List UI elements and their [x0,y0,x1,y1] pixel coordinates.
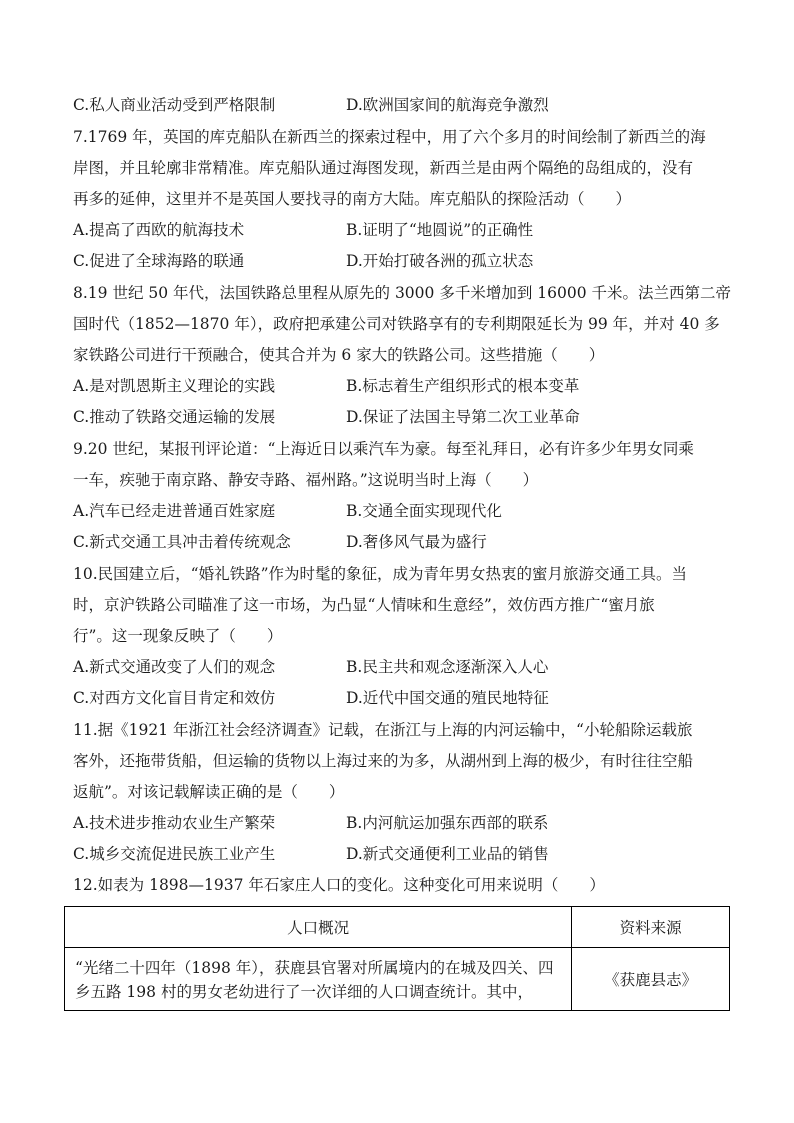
q11-option-b: B.内河航运加强东西部的联系 [346,814,549,832]
q8-stem-line-3: 家铁路公司进行干预融合，使其合并为 6 家大的铁路公司。这些措施（ ） [73,346,605,364]
table-row [65,948,730,1011]
q10-option-a: A.新式交通改变了人们的观念 [73,658,276,676]
q7-stem-line-2: 岸图，并且轮廓非常精准。库克船队通过海图发现，新西兰是由两个隔绝的岛组成的，没有 [73,159,694,177]
table-cell-source: 《获鹿县志》 [572,948,730,1011]
q8-stem-line-2: 国时代（1852—1870 年），政府把承建公司对铁路享有的专利期限延长为 99 年，并对 40 多 [73,315,720,333]
q7-options-cd [73,251,733,271]
q11-option-d: D.新式交通便利工业品的销售 [346,845,549,863]
q9-option-d: D.奢侈风气最为盛行 [346,533,487,551]
q10-stem-line-3: 行”。这一现象反映了（ ） [73,627,283,645]
q11-options-cd [73,844,733,864]
table-header-source: 资料来源 [572,907,730,948]
q8-option-d: D.保证了法国主导第二次工业革命 [346,408,580,426]
q11-stem-line-3: 返航”。对该记载解读正确的是（ ） [73,783,345,801]
q7-stem-line-1: 7.1769 年，英国的库克船队在新西兰的探索过程中，用了六个多月的时间绘制了新西兰的海 [73,128,706,146]
q7-stem-line-3: 再多的延伸，这里并不是英国人要找寻的南方大陆。库克船队的探险活动（ ） [73,190,632,208]
q10-stem-line-2: 时，京沪铁路公司瞄准了这一市场，为凸显“人情味和生意经”，效仿西方推广“蜜月旅 [73,596,655,614]
q10-option-c: C.对西方文化盲目肯定和效仿 [73,689,276,707]
q8-options-cd [73,407,733,427]
q9-option-b: B.交通全面实现现代化 [346,502,502,520]
q8-stem-line-1: 8.19 世纪 50 年代，法国铁路总里程从原先的 3000 多千米增加到 16000 千米。法兰西第二帝 [73,284,731,302]
q11-options-ab [73,813,733,833]
table-header-row [65,907,730,948]
q6-option-c: C.私人商业活动受到严格限制 [73,96,276,114]
q11-option-a: A.技术进步推动农业生产繁荣 [73,814,276,832]
q7-option-b: B.证明了“地圆说”的正确性 [346,221,534,239]
q7-options-ab [73,220,733,240]
q10-option-b: B.民主共和观念逐渐深入人心 [346,658,549,676]
q9-option-c: C.新式交通工具冲击着传统观念 [73,533,291,551]
q12-stem: 12.如表为 1898—1937 年石家庄人口的变化。这种变化可用来说明（ ） [73,876,605,894]
q8-option-b: B.标志着生产组织形式的根本变革 [346,377,580,395]
q9-options-cd [73,532,733,552]
q7-option-c: C.促进了全球海路的联通 [73,252,245,270]
q9-stem-line-1: 9.20 世纪，某报刊评论道：“上海近日以乘汽车为豪。每至礼拜日，必有许多少年男女同乘 [73,440,694,458]
q9-stem-line-2: 一车，疾驰于南京路、静安寺路、福州路。”这说明当时上海（ ） [73,471,539,489]
q10-option-d: D.近代中国交通的殖民地特征 [346,689,549,707]
q11-stem-line-1: 11.据《1921 年浙江社会经济调查》记载，在浙江与上海的内河运输中，“小轮船除运载旅 [73,721,693,739]
q9-option-a: A.汽车已经走进普通百姓家庭 [73,502,276,520]
q7-option-d: D.开始打破各洲的孤立状态 [346,252,534,270]
q11-option-c: C.城乡交流促进民族工业产生 [73,845,276,863]
q6-options-cd [73,95,733,115]
q10-options-cd [73,688,733,708]
q8-option-c: C.推动了铁路交通运输的发展 [73,408,276,426]
q9-options-ab [73,501,733,521]
q10-stem-line-1: 10.民国建立后，“婚礼铁路”作为时髦的象征，成为青年男女热衷的蜜月旅游交通工具。当 [73,565,688,583]
q7-option-a: A.提高了西欧的航海技术 [73,221,245,239]
q11-stem-line-2: 客外，还拖带货船，但运输的货物以上海过来的为多，从湖州到上海的极少，有时往往空船 [73,752,694,770]
population-table [64,906,730,1011]
table-header-population: 人口概况 [65,907,572,948]
q10-options-ab [73,657,733,677]
q6-option-d: D.欧洲国家间的航海竞争激烈 [346,96,549,114]
q8-options-ab [73,376,733,396]
table-cell-population: “光绪二十四年（1898 年），获鹿县官署对所属境内的在城及四关、四乡五路 198 村的男女老幼进行了一次详细的人口调查统计。其中， [65,948,572,1011]
q8-option-a: A.是对凯恩斯主义理论的实践 [73,377,276,395]
